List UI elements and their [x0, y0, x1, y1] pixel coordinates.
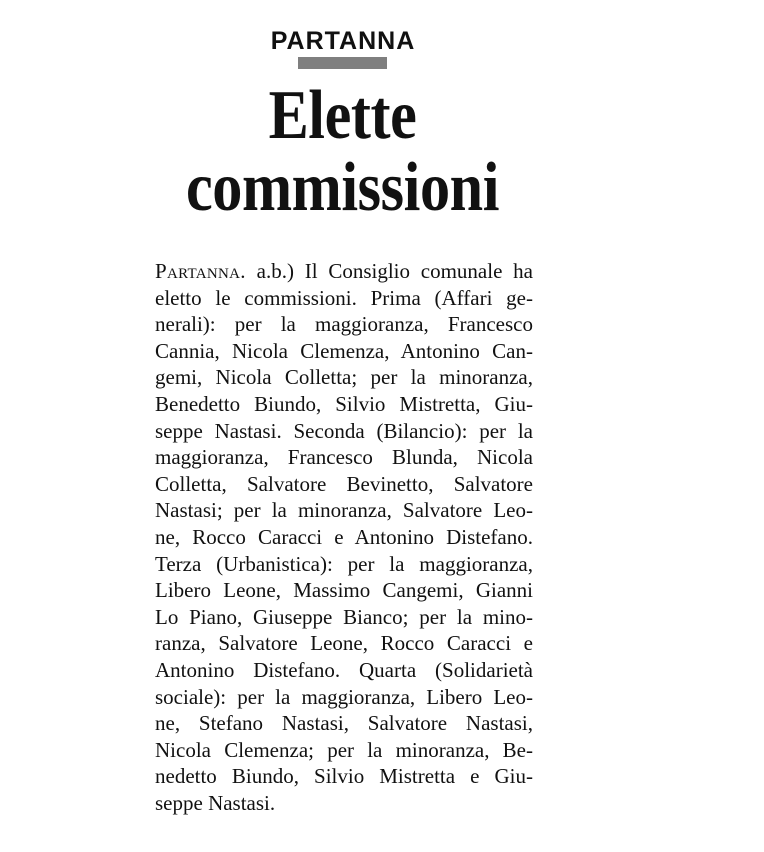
- article-line: Benedetto Biundo, Silvio Mistretta, Giu-: [155, 391, 533, 416]
- article-line: sociale): per la maggioranza, Libero Leo-: [155, 684, 533, 709]
- article-line: ne, Stefano Nastasi, Salvatore Nastasi,: [155, 711, 533, 736]
- article-line: nerali): per la maggioranza, Francesco: [155, 312, 533, 337]
- article-line: ranza, Salvatore Leone, Rocco Caracci e: [155, 631, 533, 656]
- section-kicker: PARTANNA: [270, 27, 416, 55]
- dateline: Partanna.: [155, 259, 246, 283]
- article-line: nedetto Biundo, Silvio Mistretta e Giu-: [155, 764, 533, 789]
- kicker-rule: [298, 57, 387, 69]
- article-line: gemi, Nicola Colletta; per la minoranza,: [155, 365, 533, 390]
- article-line: Lo Piano, Giuseppe Bianco; per la mino-: [155, 604, 533, 629]
- article-body: [155, 258, 533, 816]
- article-line: Cannia, Nicola Clemenza, Antonino Can-: [155, 338, 533, 363]
- article-line: seppe Nastasi.: [155, 790, 276, 815]
- article-line: Libero Leone, Massimo Cangemi, Gianni: [155, 578, 533, 603]
- article-line: ne, Rocco Caracci e Antonino Distefano.: [155, 524, 533, 549]
- article-line: Nicola Clemenza; per la minoranza, Be-: [155, 737, 533, 762]
- first-line-text: a.b.) Il Consiglio comunale ha: [245, 259, 533, 283]
- headline: [168, 77, 516, 226]
- headline-line-2: commissioni: [185, 149, 499, 226]
- article-line: Colletta, Salvatore Bevinetto, Salvatore: [155, 471, 533, 496]
- article-line: eletto le commissioni. Prima (Affari ge-: [155, 285, 533, 310]
- article-line: Terza (Urbanistica): per la maggioranza,: [155, 551, 533, 576]
- article-line: [155, 258, 533, 285]
- article-line: maggioranza, Francesco Blunda, Nicola: [155, 445, 533, 470]
- article-line: seppe Nastasi. Seconda (Bilancio): per la: [155, 418, 533, 443]
- headline-line-1: Elette: [268, 77, 417, 154]
- article-line: Nastasi; per la minoranza, Salvatore Leo-: [155, 498, 533, 523]
- article-line: Antonino Distefano. Quarta (Solidarietà: [155, 657, 533, 682]
